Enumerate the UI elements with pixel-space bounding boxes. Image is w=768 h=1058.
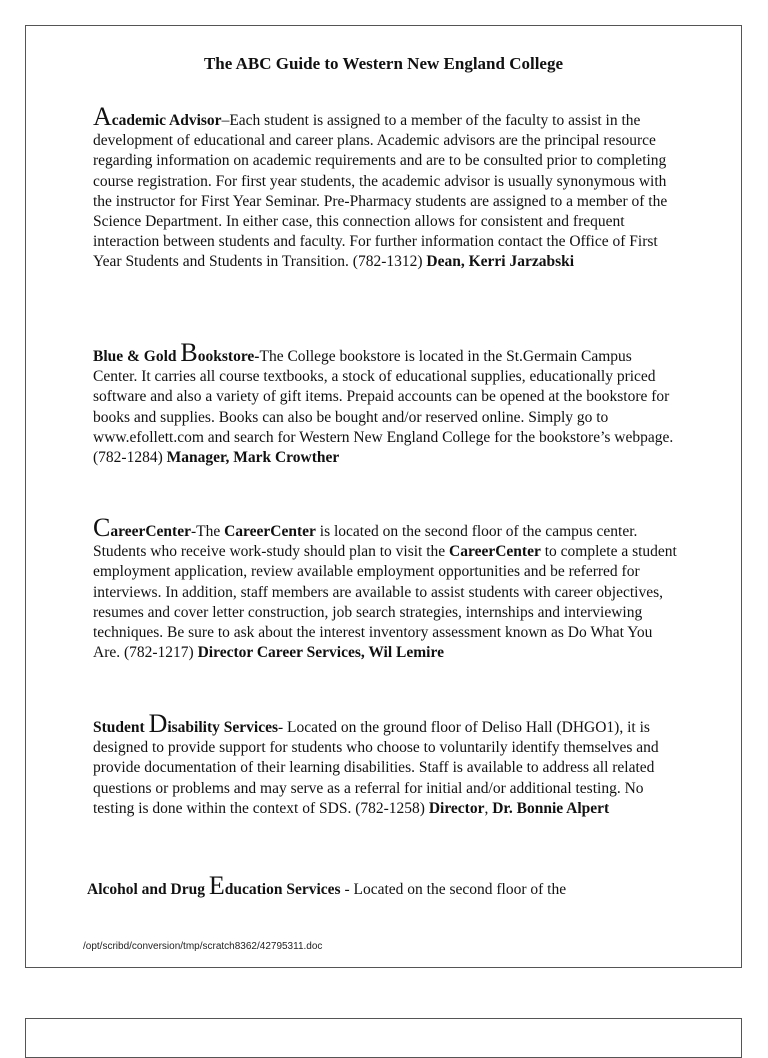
entry-contact: Director — [428, 799, 485, 817]
entry-heading: cademic Advisor — [111, 112, 222, 129]
entry-heading: ookstore- — [197, 348, 260, 365]
entry-contact-separator: , — [484, 799, 493, 817]
entry-body-part: is located on the second floor of the campus center. Students who receive work-study should plan to visit the — [93, 523, 638, 561]
entry-bookstore — [93, 340, 678, 468]
entry-body: Each student is assigned to a member of the faculty to assist in the development of educational and career plans. Academic advisors are the principal resource regarding information on academic requirements and are to be consulted prior to completing course registration. For first year students, the academic advisor is usually synonymous with the instructor for First Year Seminar. Pre-Pharmacy students are assigned to a member of the Science Department. In either case, this connection allows for consistent and frequent interaction between students and faculty. For further information contact the Office of First Year Students and Students in Transition. (782-1312) — [93, 112, 668, 271]
entry-initial: C — [93, 513, 111, 542]
entry-career-center — [93, 515, 678, 663]
entry-heading-prefix: Blue & Gold — [93, 348, 181, 365]
entry-contact: Dean, Kerri Jarzabski — [426, 253, 575, 271]
entry-body: - Located on the second floor of the — [340, 881, 567, 898]
entry-body-part: to complete a student employment application, review available employment opportunities and be referred for interviews. In addition, staff members are available to assist students with career objectives, resumes and cover letter construction, job search strategies, internships and interviewing techniques. Be sure to ask about the interest inventory assessment known as Do What You Are. (782-1217) — [93, 543, 677, 662]
entry-contact: Director Career Services, Wil Lemire — [197, 644, 444, 662]
entry-contact: Manager, Mark Crowther — [166, 449, 340, 467]
entry-initial: B — [180, 338, 198, 367]
entry-initial: A — [93, 102, 112, 131]
entry-academic-advisor — [93, 104, 678, 273]
entry-body-bold: CareerCenter — [449, 543, 541, 561]
page-title: The ABC Guide to Western New England College — [203, 54, 564, 73]
entry-body: - Located on the ground floor of Deliso Hall (DHGO1), it is designed to provide support for students who choose to voluntarily identify themselves and provide documentation of their learning disabilities. Staff is available to address all related questions or problems and may serve as a referral for initial and/or additional testing. No testing is done within the context of SDS. (782-1258) — [93, 719, 659, 817]
entry-body-part: -The — [190, 523, 225, 540]
footer-file-path: /opt/scribd/conversion/tmp/scratch8362/42795311.doc — [83, 941, 323, 952]
entry-heading: isability Services — [167, 719, 278, 736]
entry-initial: E — [208, 871, 225, 900]
entry-body-bold: CareerCenter — [224, 523, 316, 540]
entry-heading: ducation Services — [224, 881, 341, 898]
next-document-page — [25, 1018, 742, 1058]
entry-heading-prefix: Alcohol and Drug — [87, 881, 209, 898]
entry-body: The College bookstore is located in the St.Germain Campus Center. It carries all course textbooks, a stock of educational supplies, educationally priced software and also a variety of gift items. Prepaid accounts can be opened at the bookstore for books and supplies. Books can also be bought and/or reserved online. Simply go to www.efollett.com and search for Western New England College for the bookstore’s webpage. (782-1284) — [93, 348, 674, 467]
entry-contact-name: Dr. Bonnie Alpert — [492, 799, 610, 817]
entry-disability-services — [93, 711, 678, 819]
document-page — [25, 25, 742, 968]
entry-alcohol-drug-education — [87, 873, 672, 900]
entry-heading: areerCenter — [110, 523, 191, 540]
entry-initial: D — [148, 709, 168, 738]
entry-separator: – — [221, 112, 230, 129]
entry-heading-prefix: Student — [93, 719, 149, 736]
